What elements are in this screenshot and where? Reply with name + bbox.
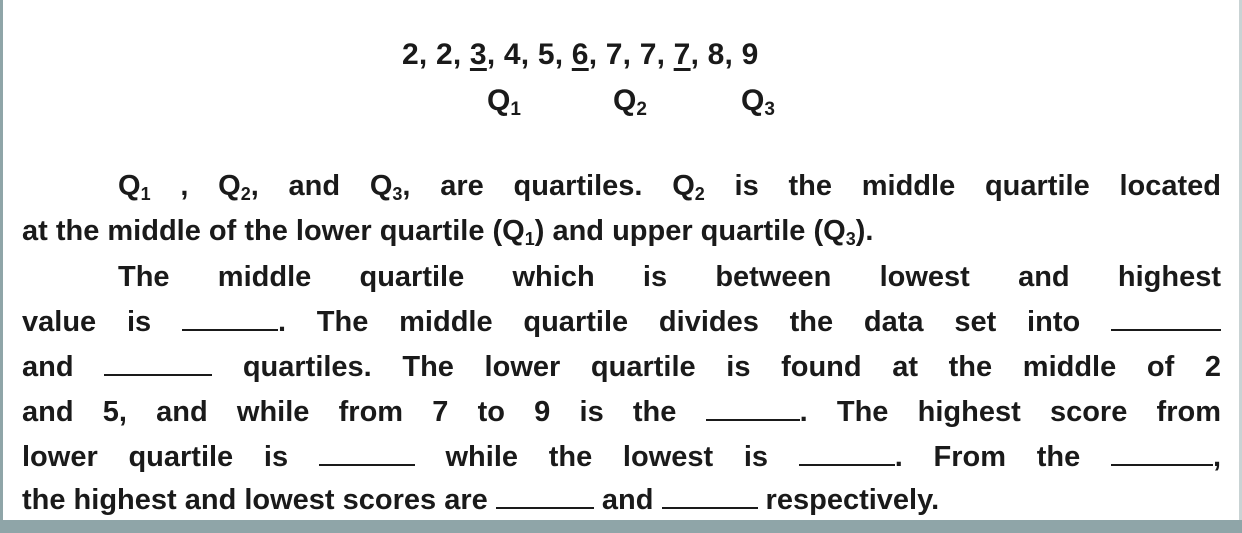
left-border bbox=[0, 0, 3, 533]
text: and 5, and while from 7 to 9 is the bbox=[22, 396, 706, 428]
q-letter: Q bbox=[741, 84, 765, 117]
q-letter: Q bbox=[487, 84, 511, 117]
answer-blank[interactable] bbox=[1111, 442, 1213, 466]
text: and bbox=[593, 484, 662, 516]
text: ). bbox=[855, 215, 874, 247]
text: respectively. bbox=[757, 484, 940, 516]
subscript: 1 bbox=[140, 184, 151, 204]
paragraph-line-3: The middle quartile which is between lowest and highest bbox=[118, 261, 1221, 293]
text: , bbox=[1212, 441, 1221, 473]
text: , are quartiles. Q bbox=[402, 170, 695, 202]
paragraph-line-2 bbox=[22, 215, 1221, 250]
q-subscript: 2 bbox=[636, 99, 647, 120]
paragraph-line-6 bbox=[22, 396, 1221, 429]
answer-blank[interactable] bbox=[182, 307, 278, 331]
text: , and Q bbox=[250, 170, 393, 202]
text: the highest and lowest scores are bbox=[22, 484, 496, 516]
q-subscript: 1 bbox=[510, 99, 521, 120]
text: at the middle of the lower quartile (Q bbox=[22, 215, 525, 247]
subscript: 3 bbox=[845, 229, 856, 249]
q2-label bbox=[613, 84, 647, 121]
subscript: 2 bbox=[240, 184, 251, 204]
paragraph-line-1 bbox=[118, 170, 1221, 205]
answer-blank[interactable] bbox=[799, 442, 895, 466]
text: and bbox=[22, 351, 105, 383]
subscript: 2 bbox=[694, 184, 705, 204]
sequence-text: , 8, 9 bbox=[690, 38, 759, 71]
answer-blank[interactable] bbox=[319, 442, 415, 466]
answer-blank[interactable] bbox=[706, 397, 800, 421]
q1-value: 3 bbox=[469, 38, 487, 71]
answer-blank[interactable] bbox=[104, 352, 212, 376]
bottom-border bbox=[0, 520, 1242, 533]
text: ) and upper quartile (Q bbox=[534, 215, 846, 247]
subscript: 1 bbox=[524, 229, 535, 249]
text: . The middle quartile divides the data set into bbox=[277, 306, 1081, 338]
text: . The highest score from bbox=[799, 396, 1221, 428]
paragraph-line-5 bbox=[22, 351, 1221, 384]
q-subscript: 3 bbox=[764, 99, 775, 120]
number-sequence bbox=[402, 38, 758, 72]
paragraph-line-4 bbox=[22, 306, 1221, 339]
text: value is bbox=[22, 306, 182, 338]
text: . From the bbox=[894, 441, 1111, 473]
sequence-text: , 7, 7, bbox=[588, 38, 674, 71]
text: quartiles. The lower quartile is found at the middle of 2 bbox=[212, 351, 1221, 383]
text: Q bbox=[118, 170, 141, 202]
q3-label bbox=[741, 84, 775, 121]
answer-blank[interactable] bbox=[496, 485, 594, 509]
sequence-text: 2, 2, bbox=[402, 38, 470, 71]
paragraph-line-7 bbox=[22, 441, 1221, 474]
text: while the lowest is bbox=[414, 441, 799, 473]
text: is the middle quartile located bbox=[704, 170, 1221, 202]
q-letter: Q bbox=[613, 84, 637, 117]
q2-value: 6 bbox=[571, 38, 589, 71]
q1-label bbox=[487, 84, 521, 121]
sequence-text: , 4, 5, bbox=[486, 38, 572, 71]
paragraph-line-8 bbox=[22, 484, 1221, 517]
text: , Q bbox=[150, 170, 241, 202]
q3-value: 7 bbox=[673, 38, 691, 71]
answer-blank[interactable] bbox=[662, 485, 758, 509]
subscript: 3 bbox=[392, 184, 403, 204]
text: lower quartile is bbox=[22, 441, 319, 473]
answer-blank[interactable] bbox=[1111, 307, 1221, 331]
